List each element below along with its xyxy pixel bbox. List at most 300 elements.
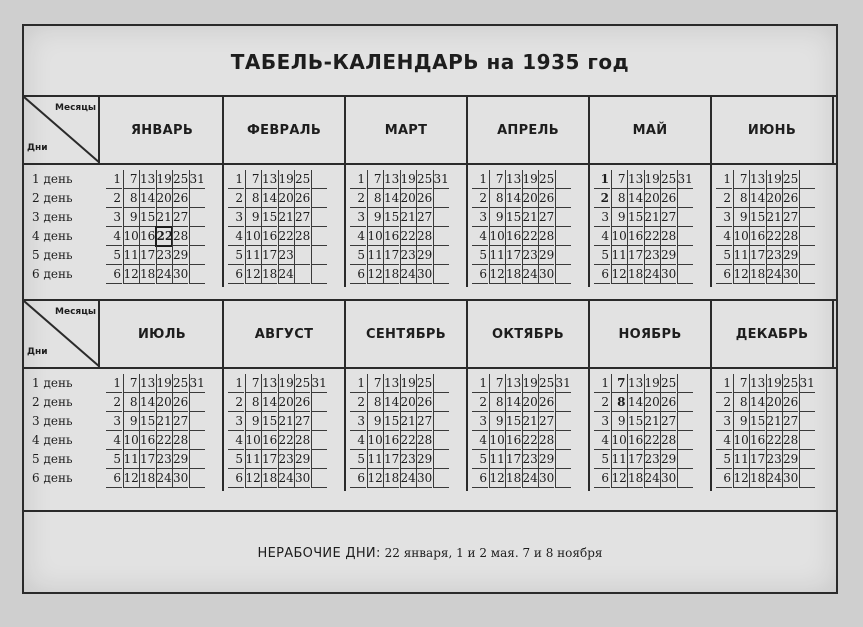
day-cell: 7 — [367, 170, 383, 189]
day-cell: 15 — [383, 412, 399, 431]
day-cell: 31 — [189, 170, 205, 189]
day-cell: 16 — [383, 431, 399, 450]
day-cell: 31 — [189, 374, 205, 393]
day-cell: 18 — [383, 265, 399, 284]
day-cell: 23 — [400, 450, 416, 469]
day-cell: 3 — [594, 412, 610, 431]
day-cell: 11 — [367, 246, 383, 265]
day-cell: 28 — [782, 431, 798, 450]
day-cell: 3 — [594, 208, 610, 227]
empty-day-cell — [311, 412, 327, 431]
day-cell: 2 — [594, 189, 610, 208]
empty-day-cell — [677, 227, 693, 246]
day-cell: 23 — [644, 450, 660, 469]
day-cell: 5 — [350, 246, 366, 265]
day-cell: 1 — [228, 374, 244, 393]
day-cell: 19 — [644, 170, 660, 189]
day-cell: 28 — [294, 431, 310, 450]
empty-day-cell — [677, 431, 693, 450]
day-cell: 30 — [172, 469, 188, 488]
day-cell: 13 — [383, 170, 399, 189]
day-cell: 26 — [660, 393, 676, 412]
day-cell: 7 — [733, 170, 749, 189]
day-cell: 14 — [139, 393, 155, 412]
day-cell: 11 — [123, 246, 139, 265]
day-cell: 10 — [733, 431, 749, 450]
day-cell: 24 — [522, 469, 538, 488]
day-cell: 3 — [472, 208, 488, 227]
day-cell: 18 — [749, 265, 765, 284]
day-cell: 10 — [489, 227, 505, 246]
day-cell: 26 — [294, 393, 310, 412]
day-cell: 5 — [716, 246, 732, 265]
corner-header-cell — [24, 97, 100, 163]
day-cell: 3 — [350, 208, 366, 227]
day-label: 5 день — [32, 248, 73, 262]
day-cell: 21 — [766, 208, 782, 227]
day-label: 3 день — [32, 414, 73, 428]
day-cell: 3 — [228, 208, 244, 227]
day-cell: 23 — [278, 450, 294, 469]
day-cell: 1 — [106, 374, 122, 393]
day-cell: 31 — [433, 170, 449, 189]
day-cell: 18 — [139, 265, 155, 284]
day-cell: 6 — [472, 265, 488, 284]
day-cell: 15 — [505, 412, 521, 431]
day-cell: 14 — [383, 189, 399, 208]
day-cell: 8 — [367, 189, 383, 208]
day-cell: 16 — [261, 227, 277, 246]
empty-day-cell — [555, 189, 571, 208]
day-cell: 31 — [677, 170, 693, 189]
day-cell: 6 — [350, 469, 366, 488]
day-cell: 17 — [505, 450, 521, 469]
day-cell: 21 — [522, 412, 538, 431]
day-cell: 21 — [278, 412, 294, 431]
day-cell: 17 — [139, 246, 155, 265]
day-cell: 28 — [172, 227, 188, 246]
day-cell: 7 — [489, 374, 505, 393]
day-cell: 14 — [261, 189, 277, 208]
day-cell: 6 — [472, 469, 488, 488]
day-cell: 8 — [123, 189, 139, 208]
day-cell: 8 — [611, 189, 627, 208]
empty-day-cell — [189, 450, 205, 469]
day-cell: 3 — [716, 208, 732, 227]
day-cell: 20 — [400, 393, 416, 412]
day-cell: 15 — [627, 208, 643, 227]
day-cell: 27 — [416, 208, 432, 227]
day-cell: 28 — [416, 227, 432, 246]
day-cell: 26 — [782, 189, 798, 208]
day-cell: 1 — [594, 170, 610, 189]
empty-day-cell — [555, 412, 571, 431]
day-cell: 27 — [538, 412, 554, 431]
day-cell: 14 — [749, 393, 765, 412]
day-cell: 16 — [749, 227, 765, 246]
day-cell: 23 — [400, 246, 416, 265]
empty-day-cell — [555, 469, 571, 488]
day-cell: 12 — [489, 265, 505, 284]
day-cell: 7 — [123, 374, 139, 393]
day-cell: 20 — [278, 393, 294, 412]
day-cell: 18 — [627, 469, 643, 488]
day-cell: 6 — [350, 265, 366, 284]
day-cell: 15 — [383, 208, 399, 227]
empty-day-cell — [311, 208, 327, 227]
day-cell: 7 — [367, 374, 383, 393]
day-cell: 8 — [123, 393, 139, 412]
day-cell: 7 — [611, 374, 627, 393]
day-cell: 13 — [505, 374, 521, 393]
day-cell: 6 — [594, 469, 610, 488]
empty-day-cell — [433, 189, 449, 208]
empty-day-cell — [189, 431, 205, 450]
day-cell: 29 — [172, 450, 188, 469]
empty-day-cell — [555, 208, 571, 227]
day-cell: 15 — [261, 208, 277, 227]
day-cell: 8 — [489, 393, 505, 412]
day-cell: 21 — [156, 208, 172, 227]
empty-day-cell — [799, 265, 815, 284]
day-cell: 8 — [733, 189, 749, 208]
day-cell: 14 — [749, 189, 765, 208]
day-cell: 18 — [627, 265, 643, 284]
day-cell: 21 — [644, 208, 660, 227]
day-label: 3 день — [32, 210, 73, 224]
day-cell: 29 — [782, 450, 798, 469]
day-cell: 22 — [400, 431, 416, 450]
day-cell: 24 — [278, 265, 294, 284]
empty-day-cell — [555, 393, 571, 412]
day-cell: 11 — [489, 246, 505, 265]
day-cell: 5 — [472, 450, 488, 469]
day-cell: 31 — [555, 374, 571, 393]
day-cell: 7 — [245, 170, 261, 189]
day-cell: 9 — [367, 208, 383, 227]
day-cell: 22 — [400, 227, 416, 246]
day-cell: 27 — [538, 208, 554, 227]
day-cell: 26 — [172, 189, 188, 208]
corner-header-cell — [24, 301, 100, 367]
day-cell: 6 — [228, 265, 244, 284]
day-cell: 30 — [416, 265, 432, 284]
day-cell: 26 — [172, 393, 188, 412]
day-cell: 29 — [660, 450, 676, 469]
day-cell: 1 — [472, 374, 488, 393]
empty-day-cell — [311, 170, 327, 189]
day-cell: 26 — [538, 393, 554, 412]
empty-day-cell — [677, 265, 693, 284]
empty-day-cell — [189, 246, 205, 265]
day-cell: 28 — [294, 227, 310, 246]
day-cell: 2 — [350, 189, 366, 208]
day-cell: 1 — [350, 374, 366, 393]
empty-day-cell — [799, 189, 815, 208]
day-cell: 5 — [472, 246, 488, 265]
month-name-9: ОКТЯБРЬ — [468, 301, 590, 367]
day-cell: 5 — [594, 450, 610, 469]
day-cell: 19 — [644, 374, 660, 393]
empty-day-cell — [433, 431, 449, 450]
day-cell: 1 — [716, 374, 732, 393]
empty-day-cell — [677, 246, 693, 265]
day-cell: 29 — [294, 450, 310, 469]
day-cell: 13 — [261, 170, 277, 189]
day-cell: 9 — [611, 412, 627, 431]
month-header-row — [24, 301, 836, 369]
day-cell: 6 — [106, 265, 122, 284]
day-cell: 12 — [733, 265, 749, 284]
empty-day-cell — [189, 189, 205, 208]
day-cell: 22 — [522, 431, 538, 450]
day-cell: 17 — [505, 246, 521, 265]
day-cell: 9 — [367, 412, 383, 431]
empty-day-cell — [555, 265, 571, 284]
day-label: 1 день — [32, 172, 73, 186]
empty-day-cell — [799, 393, 815, 412]
day-cell: 10 — [367, 227, 383, 246]
day-cell: 17 — [749, 246, 765, 265]
day-cell: 25 — [782, 374, 798, 393]
day-cell: 10 — [489, 431, 505, 450]
day-cell: 11 — [123, 450, 139, 469]
day-cell: 4 — [594, 431, 610, 450]
day-cell: 22 — [156, 227, 172, 246]
empty-day-cell — [677, 393, 693, 412]
day-cell: 11 — [489, 450, 505, 469]
empty-day-cell — [433, 469, 449, 488]
month-name-0: ЯНВАРЬ — [102, 97, 224, 163]
day-cell: 3 — [106, 208, 122, 227]
day-cell: 27 — [782, 208, 798, 227]
calendar-half-top — [24, 95, 836, 300]
day-cell: 23 — [766, 246, 782, 265]
day-cell: 13 — [505, 170, 521, 189]
month-name-3: АПРЕЛЬ — [468, 97, 590, 163]
day-cell: 26 — [294, 189, 310, 208]
empty-day-cell — [189, 393, 205, 412]
empty-day-cell — [189, 412, 205, 431]
month-divider — [222, 369, 224, 491]
day-cell: 16 — [505, 431, 521, 450]
empty-day-cell — [311, 431, 327, 450]
day-cell: 29 — [416, 246, 432, 265]
day-cell: 2 — [472, 189, 488, 208]
day-cell: 28 — [538, 431, 554, 450]
day-cell: 24 — [156, 265, 172, 284]
day-cell: 26 — [416, 393, 432, 412]
day-cell: 30 — [660, 265, 676, 284]
day-cell: 4 — [594, 227, 610, 246]
day-cell: 16 — [627, 227, 643, 246]
day-cell: 22 — [156, 431, 172, 450]
empty-day-cell — [433, 374, 449, 393]
month-divider — [710, 165, 712, 287]
empty-day-cell — [799, 246, 815, 265]
day-cell: 25 — [538, 170, 554, 189]
day-cell: 14 — [139, 189, 155, 208]
day-cell: 7 — [245, 374, 261, 393]
day-cell: 10 — [611, 227, 627, 246]
empty-day-cell — [433, 450, 449, 469]
month-divider — [222, 165, 224, 287]
day-cell: 7 — [489, 170, 505, 189]
day-cell: 2 — [716, 189, 732, 208]
months-axis-label: Месяцы — [55, 103, 96, 113]
day-cell: 20 — [278, 189, 294, 208]
day-cell: 25 — [172, 170, 188, 189]
day-cell: 4 — [228, 431, 244, 450]
day-cell: 4 — [716, 431, 732, 450]
day-cell: 19 — [522, 374, 538, 393]
day-cell: 9 — [733, 208, 749, 227]
day-cell: 14 — [505, 189, 521, 208]
day-cell: 17 — [627, 450, 643, 469]
non-working-days-note — [24, 510, 836, 594]
day-cell: 2 — [228, 189, 244, 208]
non-working-days-lead: НЕРАБОЧИЕ ДНИ: — [257, 545, 381, 561]
day-cell: 12 — [123, 265, 139, 284]
day-cell: 16 — [749, 431, 765, 450]
empty-day-cell — [433, 412, 449, 431]
empty-day-cell — [555, 170, 571, 189]
day-cell: 12 — [245, 265, 261, 284]
day-cell: 29 — [782, 246, 798, 265]
day-cell: 1 — [594, 374, 610, 393]
day-cell: 13 — [749, 374, 765, 393]
day-cell: 2 — [472, 393, 488, 412]
day-label: 4 день — [32, 229, 73, 243]
day-cell: 11 — [245, 246, 261, 265]
day-cell: 11 — [733, 246, 749, 265]
day-cell: 5 — [594, 246, 610, 265]
empty-day-cell — [799, 450, 815, 469]
day-cell: 18 — [261, 265, 277, 284]
day-cell: 25 — [782, 170, 798, 189]
empty-day-cell — [433, 393, 449, 412]
day-cell: 20 — [522, 393, 538, 412]
day-cell: 9 — [245, 412, 261, 431]
day-cell: 17 — [139, 450, 155, 469]
day-cell: 15 — [139, 208, 155, 227]
day-cell: 25 — [172, 374, 188, 393]
day-cell: 29 — [172, 246, 188, 265]
day-cell: 19 — [400, 170, 416, 189]
month-name-5: ИЮНЬ — [712, 97, 834, 163]
day-cell: 4 — [472, 227, 488, 246]
day-cell: 26 — [538, 189, 554, 208]
day-cell: 5 — [228, 246, 244, 265]
day-cell: 22 — [644, 227, 660, 246]
day-cell: 20 — [156, 189, 172, 208]
day-cell: 31 — [799, 374, 815, 393]
empty-day-cell — [311, 265, 327, 284]
day-cell: 16 — [383, 227, 399, 246]
day-cell: 21 — [400, 412, 416, 431]
day-cell: 28 — [660, 431, 676, 450]
day-cell: 10 — [245, 227, 261, 246]
day-cell: 22 — [766, 227, 782, 246]
day-cell: 13 — [139, 374, 155, 393]
day-cell: 21 — [156, 412, 172, 431]
empty-day-cell — [555, 431, 571, 450]
day-cell: 20 — [400, 189, 416, 208]
day-cell: 27 — [660, 412, 676, 431]
day-cell: 18 — [139, 469, 155, 488]
day-cell: 6 — [716, 469, 732, 488]
day-cell: 8 — [367, 393, 383, 412]
calendar-half-bottom — [24, 299, 836, 511]
day-cell: 24 — [400, 469, 416, 488]
day-cell: 14 — [505, 393, 521, 412]
day-cell: 21 — [644, 412, 660, 431]
empty-day-cell — [294, 246, 310, 265]
day-cell: 27 — [172, 412, 188, 431]
day-cell: 16 — [261, 431, 277, 450]
day-cell: 8 — [245, 393, 261, 412]
empty-day-cell — [799, 412, 815, 431]
day-cell: 20 — [156, 393, 172, 412]
day-cell: 28 — [660, 227, 676, 246]
month-name-4: МАЙ — [590, 97, 712, 163]
day-cell: 30 — [538, 265, 554, 284]
day-cell: 24 — [644, 469, 660, 488]
day-cell: 27 — [172, 208, 188, 227]
day-cell: 3 — [350, 412, 366, 431]
month-divider — [344, 369, 346, 491]
day-cell: 11 — [367, 450, 383, 469]
day-cell: 30 — [782, 469, 798, 488]
day-cell: 7 — [611, 170, 627, 189]
empty-day-cell — [677, 412, 693, 431]
day-cell: 21 — [766, 412, 782, 431]
empty-day-cell — [189, 469, 205, 488]
day-cell: 5 — [228, 450, 244, 469]
empty-day-cell — [799, 431, 815, 450]
day-cell: 30 — [172, 265, 188, 284]
empty-day-cell — [799, 208, 815, 227]
day-cell: 29 — [538, 450, 554, 469]
day-cell: 29 — [660, 246, 676, 265]
day-cell: 2 — [350, 393, 366, 412]
day-cell: 13 — [627, 374, 643, 393]
day-cell: 5 — [106, 450, 122, 469]
empty-day-cell — [311, 393, 327, 412]
day-cell: 25 — [660, 170, 676, 189]
day-label: 2 день — [32, 395, 73, 409]
day-cell: 24 — [156, 469, 172, 488]
day-cell: 4 — [106, 431, 122, 450]
day-cell: 25 — [416, 170, 432, 189]
calendar-sheet — [22, 24, 838, 594]
empty-day-cell — [677, 208, 693, 227]
day-cell: 22 — [766, 431, 782, 450]
month-divider — [344, 165, 346, 287]
day-cell: 5 — [106, 246, 122, 265]
day-cell: 13 — [261, 374, 277, 393]
day-cell: 15 — [261, 412, 277, 431]
empty-day-cell — [189, 265, 205, 284]
day-cell: 23 — [278, 246, 294, 265]
day-cell: 16 — [139, 227, 155, 246]
day-cell: 4 — [228, 227, 244, 246]
day-cell: 28 — [538, 227, 554, 246]
day-cell: 18 — [749, 469, 765, 488]
day-cell: 22 — [644, 431, 660, 450]
day-cell: 23 — [156, 450, 172, 469]
day-cell: 10 — [123, 431, 139, 450]
